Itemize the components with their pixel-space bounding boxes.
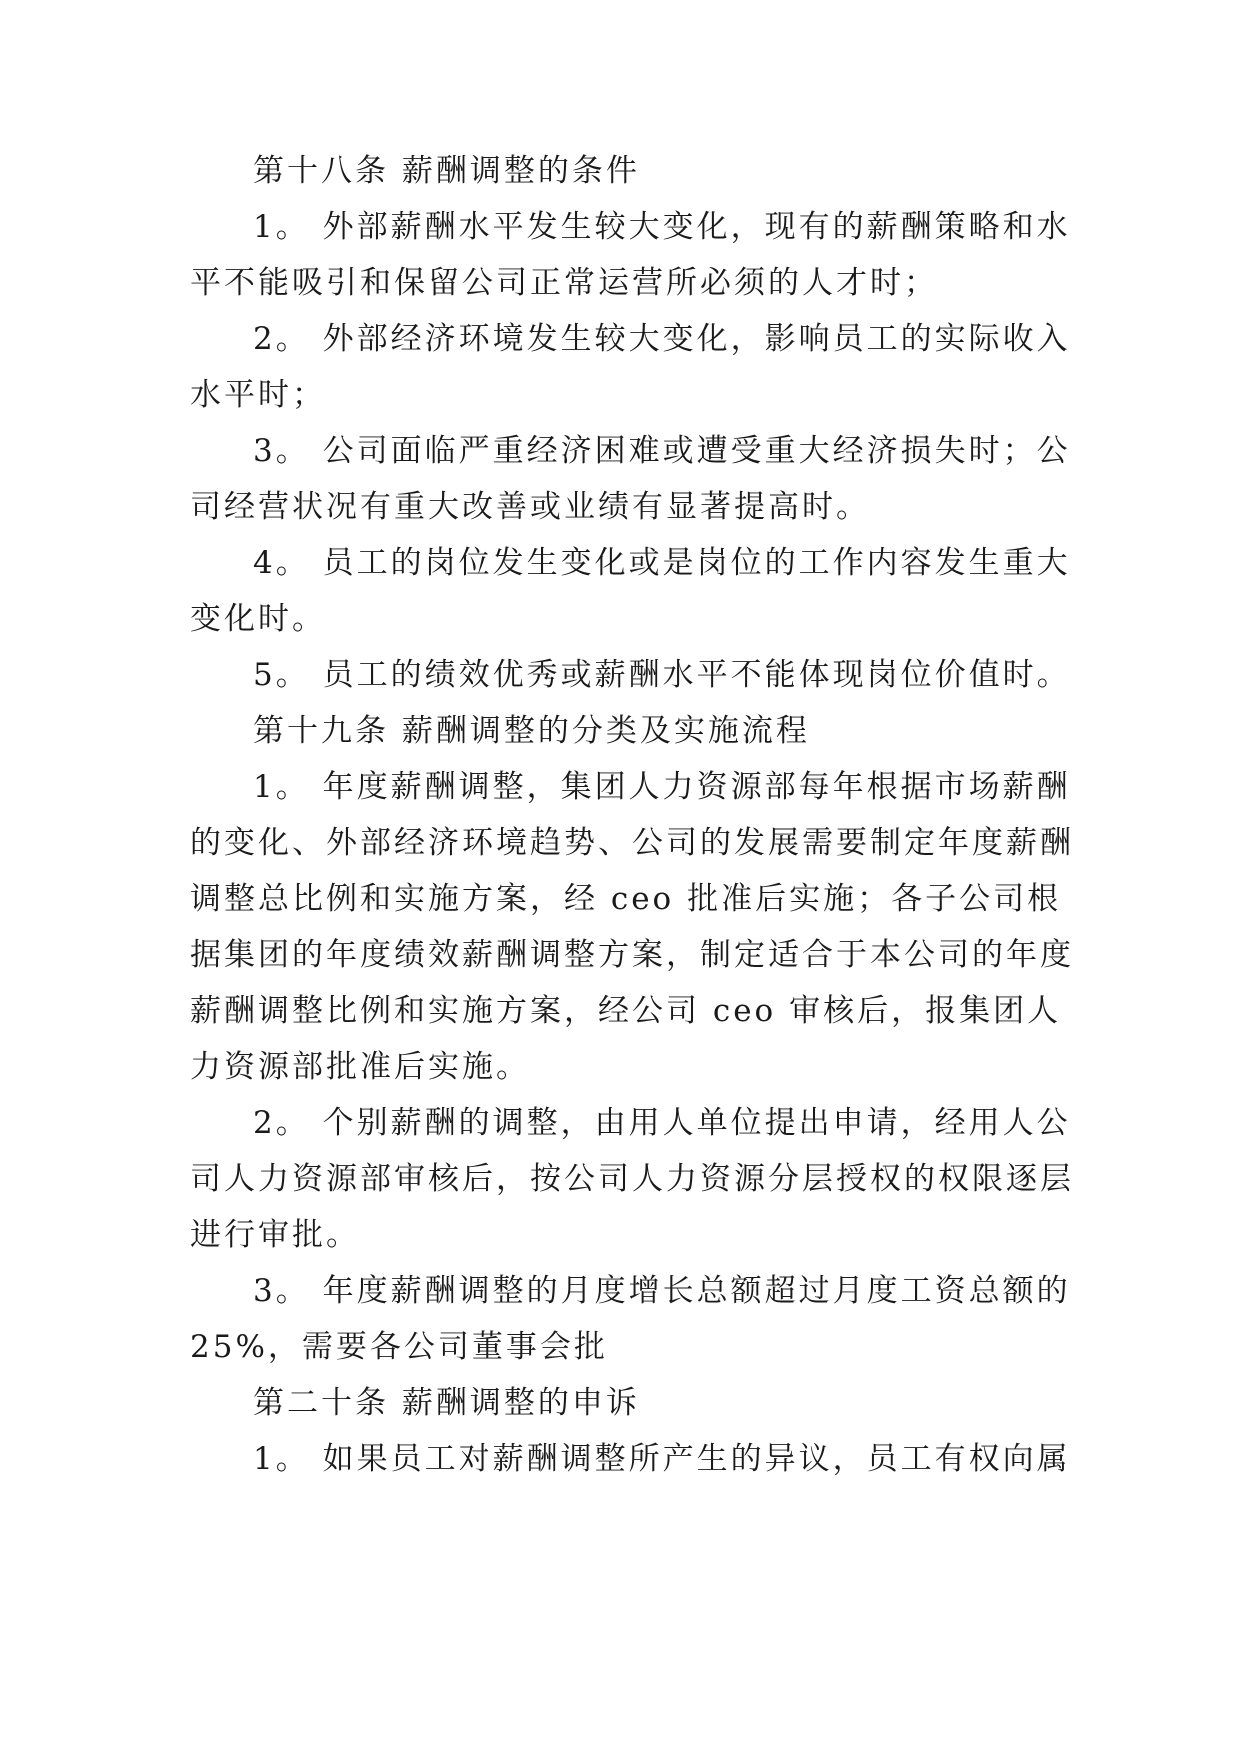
- article-18-heading: 第十八条 薪酬调整的条件: [253, 153, 640, 189]
- article-19-item-1-line-6: 力资源部批准后实施。: [190, 1049, 530, 1085]
- article-19-item-2-line-2: 司人力资源部审核后，按公司人力资源分层授权的权限逐层: [190, 1161, 1074, 1197]
- article-18-item-3-line-1: 3。 公司面临严重经济困难或遭受重大经济损失时；公: [253, 433, 1071, 469]
- article-18-item-5-line-1: 5。 员工的绩效优秀或薪酬水平不能体现岗位价值时。: [253, 657, 1071, 693]
- article-18-item-1-line-1: 1。 外部薪酬水平发生较大变化，现有的薪酬策略和水: [253, 209, 1071, 245]
- article-19-item-2-line-1: 2。 个别薪酬的调整，由用人单位提出申请，经用人公: [253, 1105, 1071, 1141]
- article-19-item-2-line-3: 进行审批。: [190, 1217, 360, 1253]
- article-19-item-1-line-3: 调整总比例和实施方案，经 ceo 批准后实施；各子公司根: [190, 881, 1062, 917]
- article-18-item-2-line-1: 2。 外部经济环境发生较大变化，影响员工的实际收入: [253, 321, 1071, 357]
- article-18-item-1-line-2: 平不能吸引和保留公司正常运营所必须的人才时；: [190, 265, 938, 301]
- article-19-item-3-line-2: 25%，需要各公司董事会批: [190, 1329, 608, 1365]
- article-19-item-1-line-5: 薪酬调整比例和实施方案，经公司 ceo 审核后，报集团人: [190, 993, 1062, 1029]
- article-18-item-4-line-2: 变化时。: [190, 601, 326, 637]
- article-19-heading: 第十九条 薪酬调整的分类及实施流程: [253, 713, 810, 749]
- article-20-heading: 第二十条 薪酬调整的申诉: [253, 1385, 640, 1421]
- article-18-item-2-line-2: 水平时；: [190, 377, 326, 413]
- article-18-item-3-line-2: 司经营状况有重大改善或业绩有显著提高时。: [190, 489, 870, 525]
- article-19-item-3-line-1: 3。 年度薪酬调整的月度增长总额超过月度工资总额的: [253, 1273, 1071, 1309]
- article-19-item-1-line-4: 据集团的年度绩效薪酬调整方案，制定适合于本公司的年度: [190, 937, 1074, 973]
- article-20-item-1-line-1: 1。 如果员工对薪酬调整所产生的异议，员工有权向属: [253, 1441, 1071, 1477]
- article-18-item-4-line-1: 4。 员工的岗位发生变化或是岗位的工作内容发生重大: [253, 545, 1071, 581]
- article-19-item-1-line-2: 的变化、外部经济环境趋势、公司的发展需要制定年度薪酬: [190, 825, 1074, 861]
- article-19-item-1-line-1: 1。 年度薪酬调整，集团人力资源部每年根据市场薪酬: [253, 769, 1071, 805]
